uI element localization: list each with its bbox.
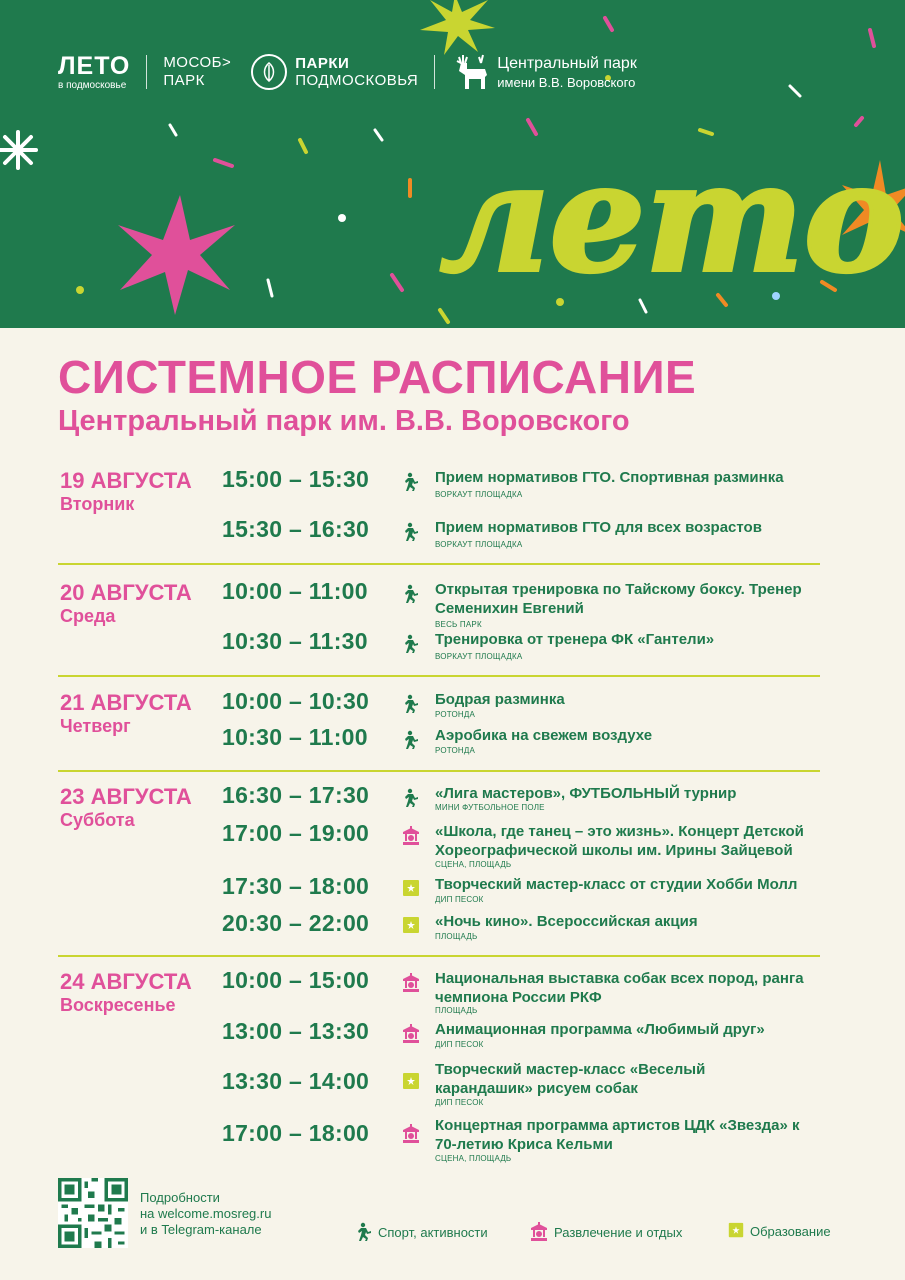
- event-location: СЦЕНА, ПЛОЩАДЬ: [435, 1154, 512, 1163]
- day-divider: [58, 675, 820, 677]
- day-date: 23 АВГУСТА: [60, 784, 192, 809]
- sport-icon: [402, 730, 420, 750]
- more-info-text: [140, 1190, 271, 1238]
- event-title: «Ночь кино». Всероссийская акция: [435, 913, 698, 930]
- event-location: ВОРКАУТ ПЛОЩАДКА: [435, 490, 523, 499]
- event-title: Открытая тренировка по Тайскому боксу. Тренер Семенихин Евгений: [435, 581, 802, 617]
- event-time: 10:00 – 15:00: [222, 967, 370, 993]
- logo-divider: [434, 55, 435, 89]
- deer-icon: [451, 53, 491, 91]
- event-time: 16:30 – 17:30: [222, 782, 370, 808]
- carousel-icon: [402, 1024, 420, 1044]
- event-location: РОТОНДА: [435, 710, 476, 719]
- day-weekday: Суббота: [60, 810, 135, 830]
- event-time: 15:30 – 16:30: [222, 516, 370, 542]
- event-location: ВЕСЬ ПАРК: [435, 620, 482, 629]
- logo-central-park: [451, 53, 637, 91]
- page-subtitle: Центральный парк им. В.В. Воровского: [58, 405, 630, 437]
- event-title: Национальная выставка собак всех пород, ранга чемпиона России РКФ: [435, 970, 804, 1006]
- book-icon: [402, 916, 420, 936]
- event-title: Творческий мастер-класс «Веселый карандашик» рисуем собак: [435, 1061, 706, 1097]
- leto-hero-lettering: [430, 120, 904, 310]
- day-weekday: Вторник: [60, 494, 135, 514]
- legend-fun: [530, 1222, 682, 1242]
- book-icon: [402, 1072, 420, 1092]
- sport-icon: [402, 694, 420, 714]
- event-time: 15:00 – 15:30: [222, 466, 370, 492]
- day-date: 24 АВГУСТА: [60, 969, 192, 994]
- event-title: Анимационная программа «Любимый друг»: [435, 1021, 765, 1038]
- qr-code[interactable]: [58, 1178, 128, 1248]
- page-title: СИСТЕМНОЕ РАСПИСАНИЕ: [58, 351, 697, 403]
- more-info-line: и в Telegram-канале: [140, 1222, 262, 1237]
- event-location: ДИП ПЕСОК: [435, 1040, 484, 1049]
- header-banner: [0, 0, 905, 328]
- day-divider: [58, 770, 820, 772]
- logo-parki-line2: ПОДМОСКОВЬЯ: [295, 72, 419, 89]
- carousel-icon: [402, 826, 420, 846]
- logo-parki-line1: ПАРКИ: [295, 55, 350, 72]
- legend-sport-label: Спорт, активности: [378, 1224, 488, 1240]
- sport-icon: [402, 634, 420, 654]
- event-title: «Лига мастеров», ФУТБОЛЬНЫЙ турнир: [435, 785, 737, 802]
- event-time: 17:00 – 18:00: [222, 1120, 370, 1146]
- carousel-icon: [402, 1124, 420, 1144]
- event-location: МИНИ ФУТБОЛЬНОЕ ПОЛЕ: [435, 803, 545, 812]
- logo-park-line1: Центральный парк: [497, 54, 637, 72]
- sport-icon: [402, 472, 420, 492]
- event-location: СЦЕНА, ПЛОЩАДЬ: [435, 860, 512, 869]
- event-time: 17:00 – 19:00: [222, 820, 370, 846]
- event-location: ВОРКАУТ ПЛОЩАДКА: [435, 540, 523, 549]
- event-time: 13:00 – 13:30: [222, 1018, 370, 1044]
- legend-sport: [356, 1222, 488, 1242]
- event-time: 10:00 – 11:00: [222, 578, 368, 604]
- event-time: 17:30 – 18:00: [222, 873, 370, 899]
- logo-leto-sub: в подмосковье: [58, 79, 127, 91]
- logo-mosob-line1: МОСОБ>: [163, 54, 232, 71]
- day-date: 19 АВГУСТА: [60, 468, 192, 493]
- sport-icon: [402, 788, 420, 808]
- logo-parki-podmoskovya: [251, 54, 418, 90]
- legend-edu-label: Образование: [750, 1223, 831, 1239]
- logo-leto-main: ЛЕТО: [58, 51, 131, 80]
- leto-hero-text: лето: [440, 130, 904, 306]
- event-time: 10:30 – 11:30: [222, 628, 368, 654]
- day-divider: [58, 955, 820, 957]
- logo-divider: [146, 55, 147, 89]
- day-weekday: Среда: [60, 606, 116, 626]
- sport-icon: [402, 584, 420, 604]
- event-title: Аэробика на свежем воздухе: [435, 727, 653, 744]
- day-date: 21 АВГУСТА: [60, 690, 192, 715]
- day-weekday: Четверг: [60, 716, 131, 736]
- event-location: ДИП ПЕСОК: [435, 1098, 484, 1107]
- event-location: РОТОНДА: [435, 746, 476, 755]
- event-title: Творческий мастер-класс от студии Хобби Молл: [435, 876, 798, 893]
- event-time: 10:30 – 11:00: [222, 724, 368, 750]
- sport-icon: [356, 1222, 372, 1242]
- event-title: «Школа, где танец – это жизнь». Концерт Детской Хореографической школы им. Ирины Зайцевой: [435, 823, 804, 859]
- event-title: Прием нормативов ГТО для всех возрастов: [435, 519, 762, 536]
- carousel-icon: [530, 1222, 548, 1242]
- event-time: 13:30 – 14:00: [222, 1068, 370, 1094]
- logo-leto-v-podmoskovie: [58, 51, 131, 91]
- logo-mosob-line2: ПАРК: [163, 72, 205, 89]
- logo-park-line2: имени В.В. Воровского: [497, 74, 636, 90]
- leaf-icon: [251, 54, 287, 90]
- event-location: ВОРКАУТ ПЛОЩАДКА: [435, 652, 523, 661]
- logo-mosobpark: [163, 54, 231, 90]
- footer: [0, 1170, 905, 1280]
- more-info-line: Подробности: [140, 1190, 220, 1205]
- sport-icon: [402, 522, 420, 542]
- day-weekday: Воскресенье: [60, 995, 176, 1015]
- event-title: Тренировка от тренера ФК «Гантели»: [435, 631, 715, 648]
- event-location: ПЛОЩАДЬ: [435, 1006, 478, 1015]
- event-location: ПЛОЩАДЬ: [435, 932, 478, 941]
- book-icon: [728, 1222, 744, 1240]
- book-icon: [402, 879, 420, 899]
- carousel-icon: [402, 973, 420, 993]
- day-date: 20 АВГУСТА: [60, 580, 192, 605]
- event-title: Концертная программа артистов ЦДК «Звезда» к 70-летию Криса Кельми: [435, 1117, 800, 1153]
- day-divider: [58, 563, 820, 565]
- event-time: 10:00 – 10:30: [222, 688, 370, 714]
- more-info-line: на welcome.mosreg.ru: [140, 1206, 272, 1221]
- legend-edu: [728, 1222, 831, 1240]
- partner-logos: [58, 50, 865, 94]
- event-time: 20:30 – 22:00: [222, 910, 370, 936]
- event-title: Бодрая разминка: [435, 691, 565, 708]
- event-location: ДИП ПЕСОК: [435, 895, 484, 904]
- legend-fun-label: Развлечение и отдых: [554, 1224, 683, 1240]
- event-title: Прием нормативов ГТО. Спортивная разминка: [435, 469, 784, 486]
